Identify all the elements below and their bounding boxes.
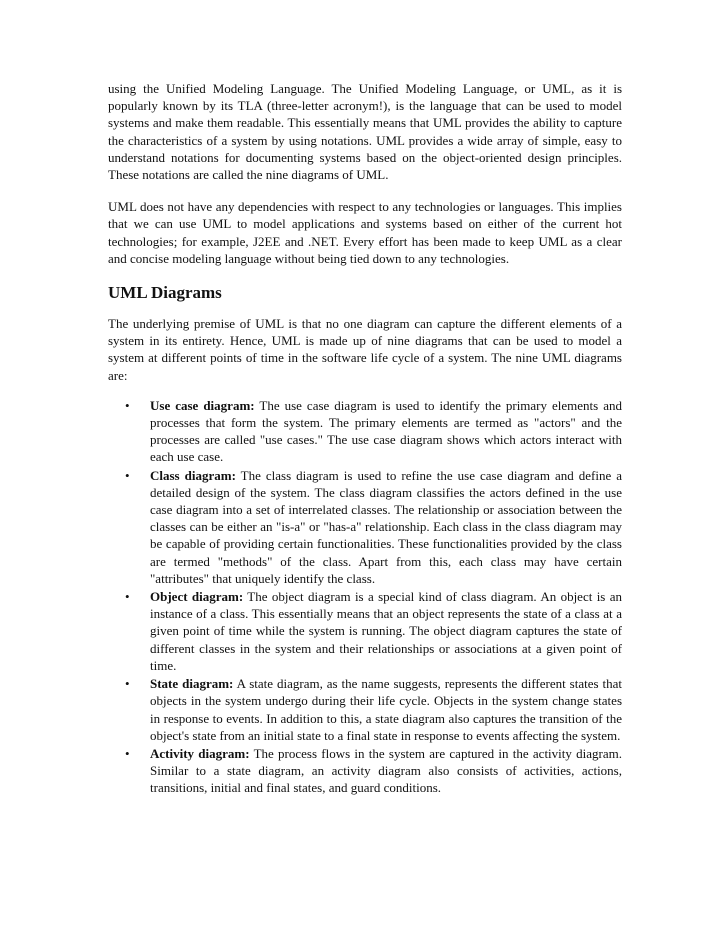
bullet-icon: •	[125, 745, 130, 761]
list-item-term: Activity diagram:	[150, 745, 250, 761]
list-item-term: Use case diagram:	[150, 397, 255, 413]
intro-paragraph-1: using the Unified Modeling Language. The Unified Modeling Language, or UML, as it is popularly known by its TLA (three-letter acronym!), is the language that can be used to model systems and make them readable. This essentially means that UML provides the ability to capture the characteristics of a system by using notations. UML provides a wide array of simple, easy to understand notations for documenting systems based on the object-oriented design principles. These notations are called the nine diagrams of UML.	[108, 81, 622, 183]
list-item-class	[108, 467, 622, 587]
list-item-object	[108, 588, 622, 674]
intro-paragraph-2: UML does not have any dependencies with respect to any technologies or languages. This implies that we can use UML to model applications and systems based on either of the current hot technologies; for example, J2EE and .NET. Every effort has been made to keep UML as a clear and concise modeling language without being tied down to any technologies.	[108, 199, 622, 266]
list-item-text: The object diagram is a special kind of class diagram. An object is an instance of a class. This essentially means that an object represents the state of a class at a given point of time while the system is running. The object diagram captures the state of different classes in the system and their relationships or associations at a given point of time.	[150, 589, 622, 673]
list-item-state	[108, 675, 622, 744]
bullet-icon: •	[125, 589, 130, 605]
bullet-icon: •	[125, 467, 130, 483]
list-item-text: The class diagram is used to refine the use case diagram and define a detailed design of the system. The class diagram classifies the actors defined in the use case diagram into a set of interrelated classes. The relationship or association between the classes can be either an "is-a" or "has-a" relationship. Each class in the class diagram may be capable of providing certain functionalities. These functionalities provided by the class are termed "methods" of the class. Apart from this, each class may have certain "attributes" that uniquely identify the class.	[150, 467, 622, 586]
bullet-icon: •	[125, 676, 130, 692]
section-heading: UML Diagrams	[108, 283, 222, 303]
list-item-activity	[108, 745, 622, 797]
list-item-term: Object diagram:	[150, 589, 244, 605]
list-item-use-case	[108, 397, 622, 466]
list-item-text: The use case diagram is used to identify the primary elements and processes that form the system. The primary elements are termed as "actors" and the processes are called "use cases." The use case diagram shows which actors interact with each use case.	[150, 397, 622, 465]
document-page	[108, 80, 622, 798]
bullet-icon: •	[125, 397, 130, 413]
list-item-term: Class diagram:	[150, 467, 236, 483]
section-paragraph: The underlying premise of UML is that no one diagram can capture the different elements of a system in its entirety. Hence, UML is made up of nine diagrams that can be used to model a system at different points of time in the software life cycle of a system. The nine UML diagrams are:	[108, 316, 622, 383]
list-item-term: State diagram:	[150, 676, 234, 692]
list-item-text: A state diagram, as the name suggests, represents the different states that objects in the system undergo during their life cycle. Objects in the system change states in response to events. In addition to this, a state diagram also captures the transition of the object's state from an initial state to a final state in response to events affecting the system.	[150, 676, 622, 743]
list-item-text: The process flows in the system are captured in the activity diagram. Similar to a state diagram, an activity diagram also consists of activities, actions, transitions, initial and final states, and guard conditions.	[150, 745, 622, 796]
diagram-list	[108, 397, 622, 797]
